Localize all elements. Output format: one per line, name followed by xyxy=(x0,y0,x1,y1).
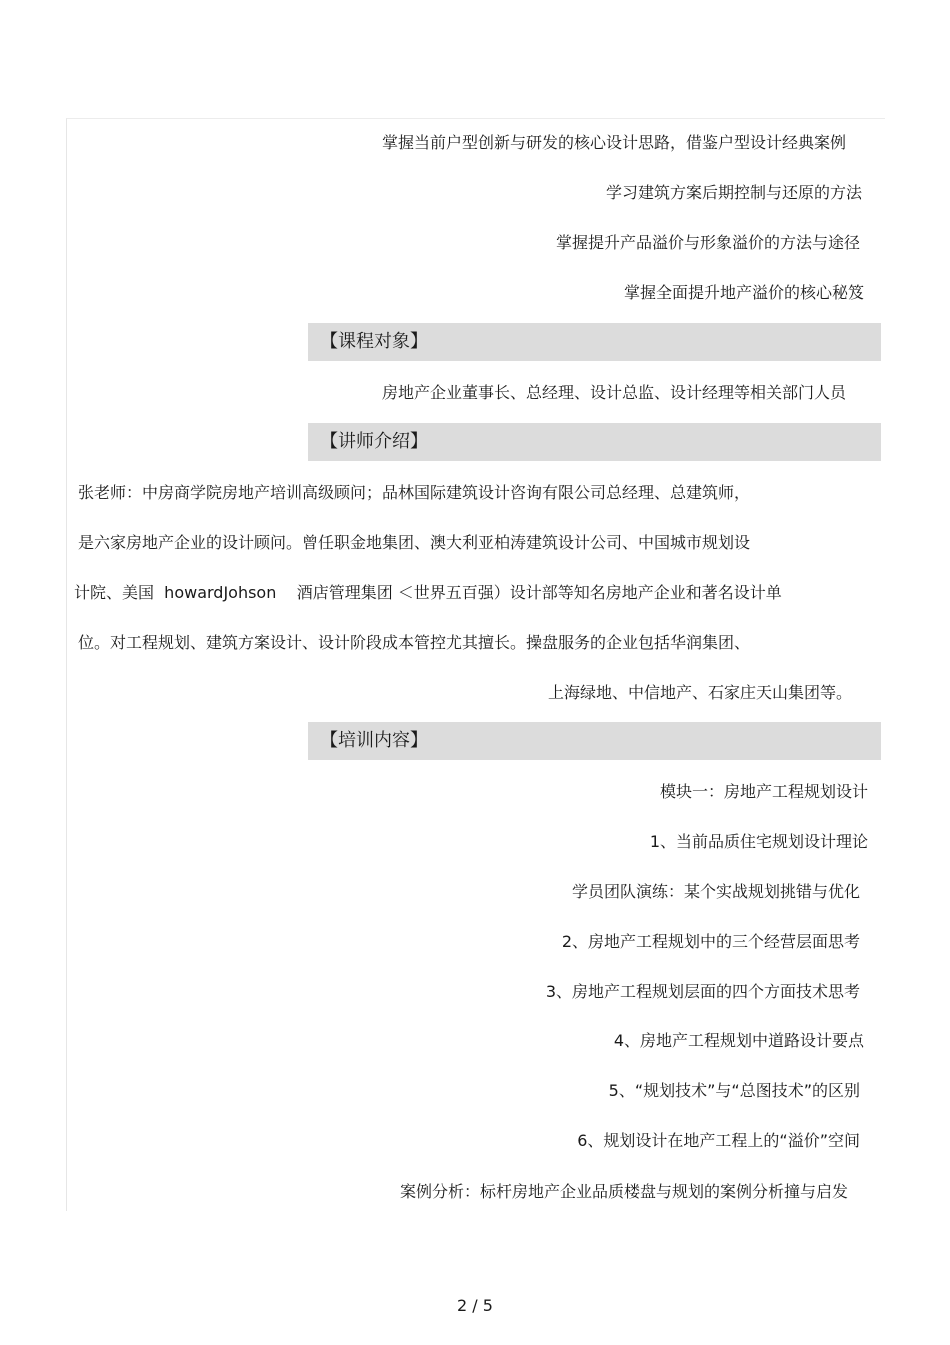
content-item: 学员团队演练：某个实战规划挑错与优化 xyxy=(571,882,860,901)
section-title: 【讲师介绍】 xyxy=(320,431,428,452)
section-title: 【课程对象】 xyxy=(320,331,428,352)
content-item: 5、“规划技术”与“总图技术”的区别 xyxy=(608,1081,860,1100)
content-item: 案例分析：标杆房地产企业品质楼盘与规划的案例分析撞与启发 xyxy=(399,1182,848,1201)
lecturer-line: 是六家房地产企业的设计顾问。曾任职金地集团、澳大利亚柏涛建筑设计公司、中国城市规划设 xyxy=(78,533,751,552)
lecturer-line: 位。对工程规划、建筑方案设计、设计阶段成本管控尤其擅长。操盘服务的企业包括华润集团、 xyxy=(78,633,751,652)
content-item: 3、房地产工程规划层面的四个方面技术思考 xyxy=(545,982,860,1001)
section-header-audience xyxy=(308,323,881,361)
objective-line: 掌握当前户型创新与研发的核心设计思路，借鉴户型设计经典案例 xyxy=(381,133,846,152)
lecturer-line: 上海绿地、中信地产、石家庄天山集团等。 xyxy=(547,683,852,702)
content-item: 1、当前品质住宅规划设计理论 xyxy=(649,832,868,851)
content-item: 2、房地产工程规划中的三个经营层面思考 xyxy=(561,932,860,951)
lecturer-line: 张老师：中房商学院房地产培训高级顾问；品林国际建筑设计咨询有限公司总经理、总建筑师， xyxy=(78,483,751,502)
content-item: 6、规划设计在地产工程上的“溢价”空间 xyxy=(577,1131,860,1150)
content-item: 模块一：房地产工程规划设计 xyxy=(659,782,868,801)
section-header-content xyxy=(308,722,881,760)
lecturer-line: 计院、美国 howardJohson 酒店管理集团 ＜世界五百强）设计部等知名房地产企业和著名设计单 xyxy=(74,583,782,602)
objective-line: 掌握提升产品溢价与形象溢价的方法与途径 xyxy=(555,233,860,252)
objective-line: 学习建筑方案后期控制与还原的方法 xyxy=(605,183,862,202)
section-header-lecturer xyxy=(308,423,881,461)
audience-text: 房地产企业董事长、总经理、设计总监、设计经理等相关部门人员 xyxy=(381,383,846,402)
page-number: 2 / 5 xyxy=(457,1296,493,1315)
section-title: 【培训内容】 xyxy=(320,730,428,751)
objective-line: 掌握全面提升地产溢价的核心秘笈 xyxy=(623,283,864,302)
content-item: 4、房地产工程规划中道路设计要点 xyxy=(613,1031,864,1050)
